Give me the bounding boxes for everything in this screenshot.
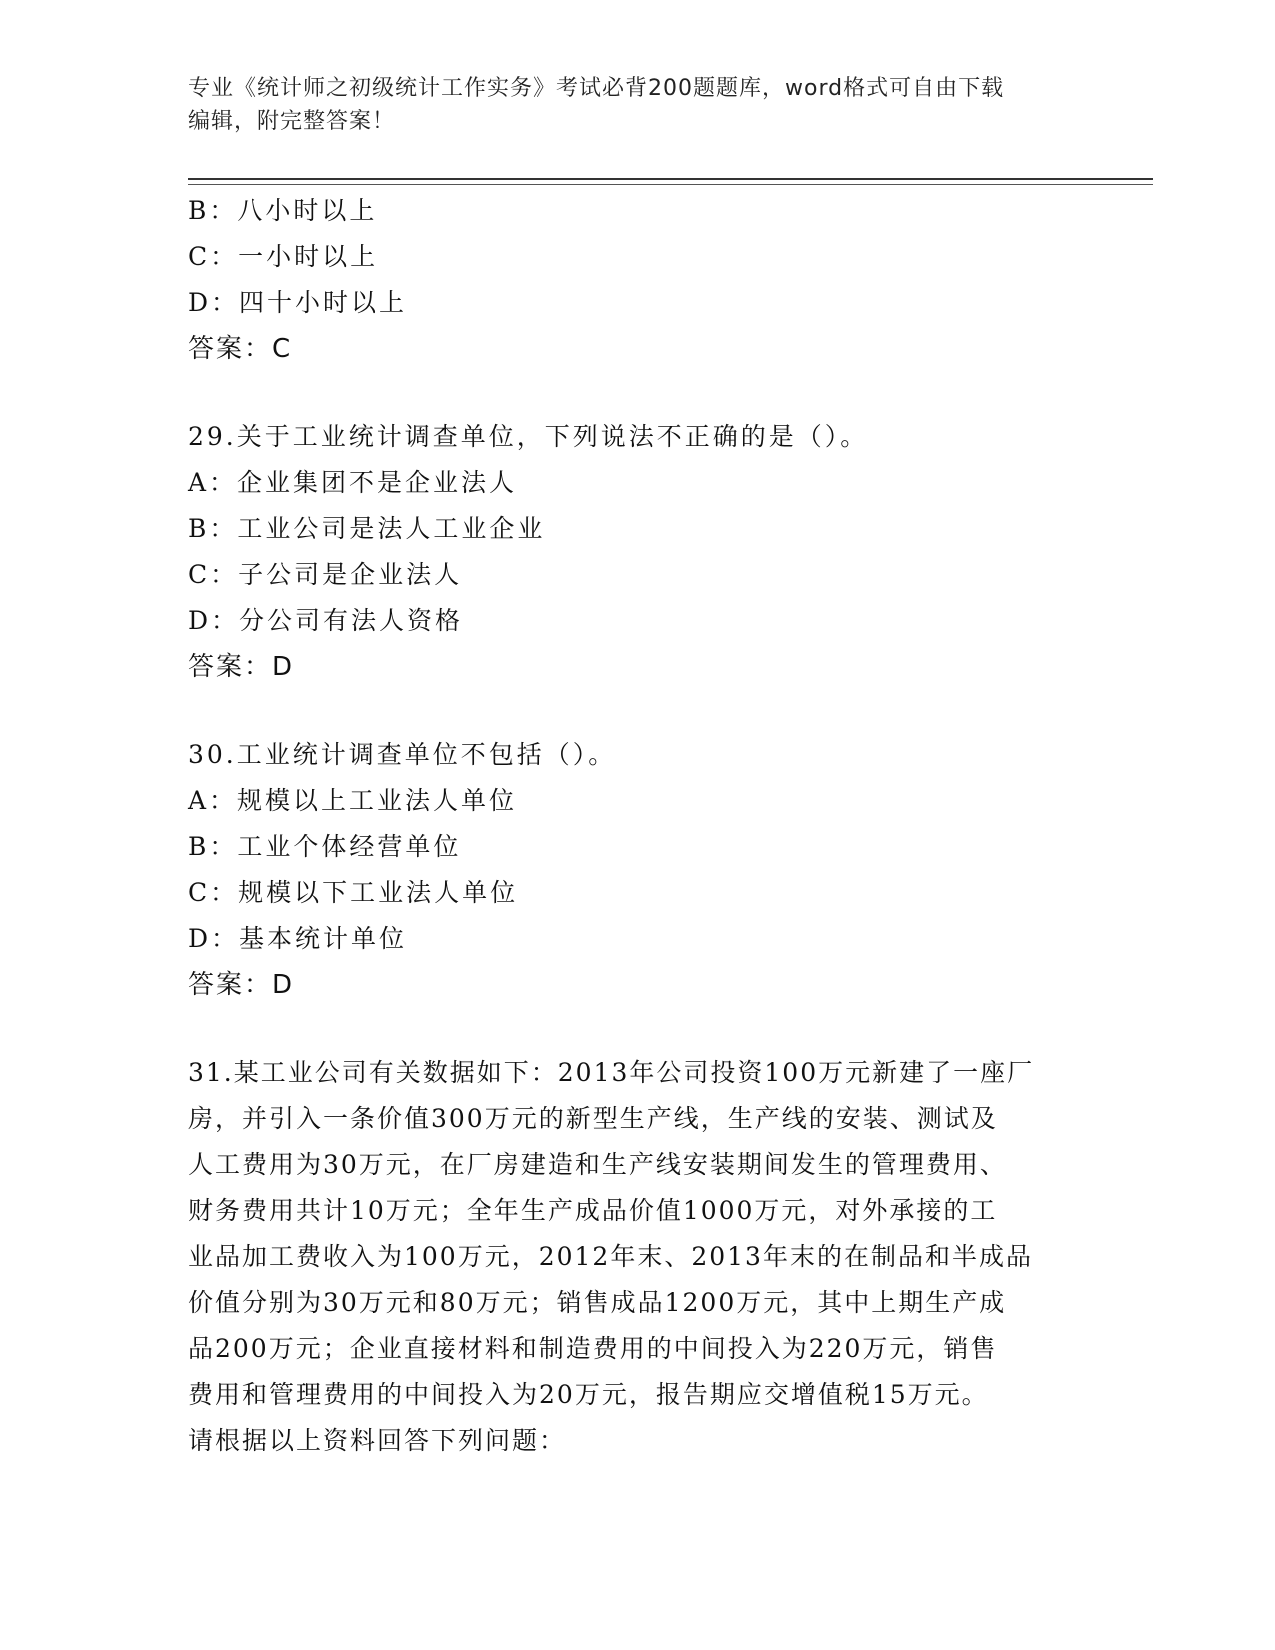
option-b: B：工业个体经营单位 xyxy=(188,832,462,861)
option-d: D：基本统计单位 xyxy=(188,924,408,953)
option-c: C：一小时以上 xyxy=(188,242,379,271)
spacer xyxy=(188,372,1088,414)
question-stem: 30.工业统计调查单位不包括（）。 xyxy=(188,740,617,769)
question-31 xyxy=(188,1050,1088,1464)
spacer xyxy=(188,1008,1088,1050)
paragraph-line: 价值分别为30万元和80万元；销售成品1200万元，其中上期生产成 xyxy=(188,1288,1007,1317)
paragraph-line: 财务费用共计10万元；全年生产成品价值1000万元，对外承接的工 xyxy=(188,1196,998,1225)
question-29 xyxy=(188,414,1088,690)
header-line-2: 编辑，附完整答案！ xyxy=(188,109,396,134)
option-b: B：工业公司是法人工业企业 xyxy=(188,514,546,543)
paragraph-line: 请根据以上资料回答下列问题： xyxy=(188,1426,567,1455)
question-30 xyxy=(188,732,1088,1008)
option-a: A：规模以上工业法人单位 xyxy=(188,786,518,815)
answer-line: 答案：C xyxy=(188,334,293,364)
paragraph-line: 房，并引入一条价值300万元的新型生产线，生产线的安装、测试及 xyxy=(188,1104,998,1133)
spacer xyxy=(188,690,1088,732)
header-rule-thick xyxy=(188,178,1153,180)
option-c: C：子公司是企业法人 xyxy=(188,560,463,589)
header-line-1: 专业《统计师之初级统计工作实务》考试必背200题题库，word格式可自由下载 xyxy=(188,76,1005,101)
option-b: B：八小时以上 xyxy=(188,196,378,225)
page-header xyxy=(188,72,1088,138)
answer-line: 答案：D xyxy=(188,970,295,1000)
option-c: C：规模以下工业法人单位 xyxy=(188,878,519,907)
paragraph-line: 业品加工费收入为100万元，2012年末、2013年末的在制品和半成品 xyxy=(188,1242,1033,1271)
header-rule-thin xyxy=(188,184,1153,185)
question-stem: 29.关于工业统计调查单位，下列说法不正确的是（）。 xyxy=(188,422,869,451)
option-d: D：四十小时以上 xyxy=(188,288,408,317)
paragraph-line: 人工费用为30万元，在厂房建造和生产线安装期间发生的管理费用、 xyxy=(188,1150,1007,1179)
question-28-tail xyxy=(188,188,1088,372)
option-d: D：分公司有法人资格 xyxy=(188,606,464,635)
answer-line: 答案：D xyxy=(188,652,295,682)
paragraph-line: 品200万元；企业直接材料和制造费用的中间投入为220万元，销售 xyxy=(188,1334,998,1363)
paragraph-line: 31.某工业公司有关数据如下：2013年公司投资100万元新建了一座厂 xyxy=(188,1058,1035,1087)
option-a: A：企业集团不是企业法人 xyxy=(188,468,518,497)
document-body xyxy=(188,188,1088,1464)
paragraph-line: 费用和管理费用的中间投入为20万元，报告期应交增值税15万元。 xyxy=(188,1380,989,1409)
